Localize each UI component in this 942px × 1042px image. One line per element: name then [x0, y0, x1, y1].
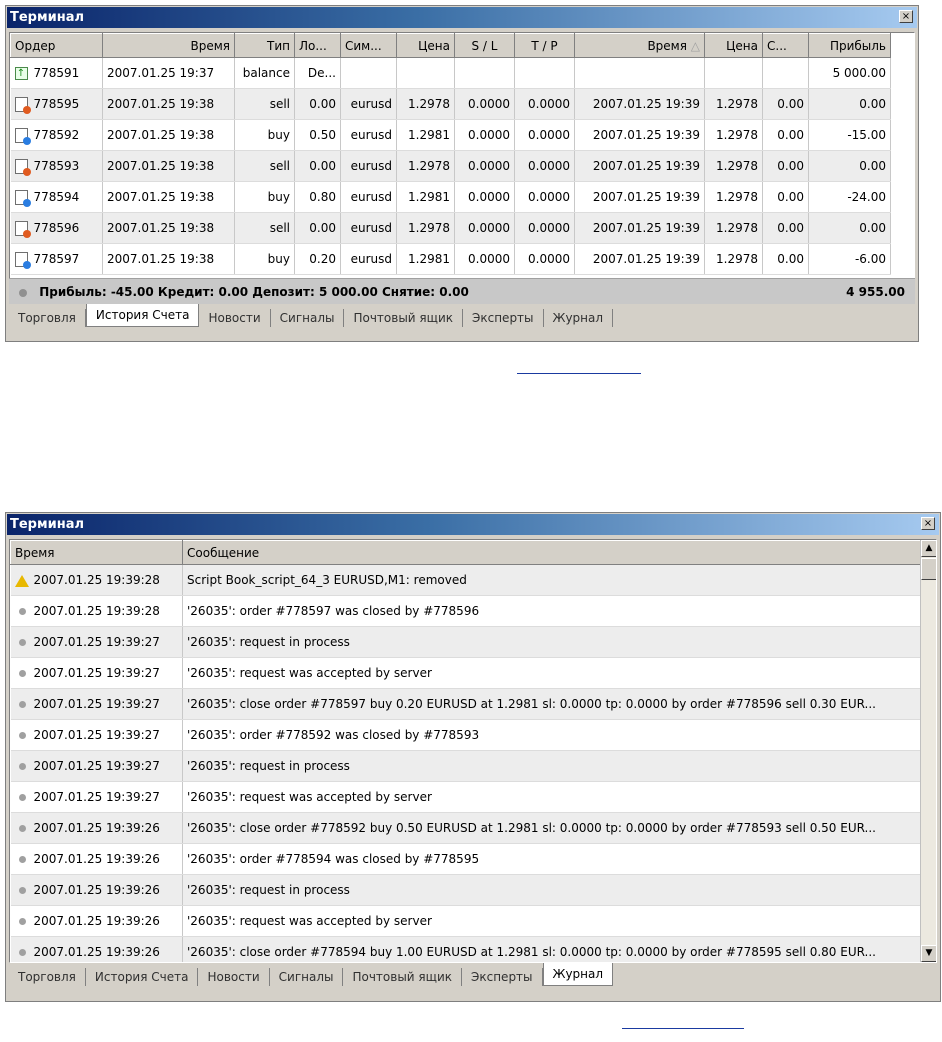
column-header-label: С... [767, 38, 787, 53]
history-table [10, 33, 891, 275]
table-row[interactable] [11, 658, 921, 689]
order-number: 778596 [33, 220, 80, 235]
window-title: Терминал [10, 517, 85, 532]
message-cell: '26035': request in process [183, 751, 921, 782]
buy-order-icon [15, 252, 28, 267]
tab-item[interactable]: Сигналы [270, 968, 344, 986]
buy-order-icon [15, 190, 28, 205]
type-cell: balance [235, 58, 295, 89]
column-header[interactable] [397, 34, 455, 58]
info-dot-icon [19, 670, 26, 677]
close-time-cell: 2007.01.25 19:39 [575, 151, 705, 182]
time-cell: 2007.01.25 19:38 [103, 89, 235, 120]
column-header-label: Цена [726, 38, 758, 53]
sl-cell: 0.0000 [455, 151, 515, 182]
message-cell: '26035': request in process [183, 627, 921, 658]
sell-order-icon [15, 159, 28, 174]
tab-item[interactable]: Журнал [544, 309, 614, 327]
log-time: 2007.01.25 19:39:27 [33, 790, 160, 804]
close-price-cell: 1.2978 [705, 151, 763, 182]
info-dot-icon [19, 825, 26, 832]
tp-cell: 0.0000 [515, 120, 575, 151]
tp-cell: 0.0000 [515, 89, 575, 120]
table-row[interactable] [11, 89, 891, 120]
terminal-window-history [5, 5, 919, 342]
time-cell: 2007.01.25 19:38 [103, 244, 235, 275]
order-type-dot [23, 199, 31, 207]
log-time: 2007.01.25 19:39:28 [33, 573, 160, 587]
swap-cell: 0.00 [763, 151, 809, 182]
price-cell: 1.2981 [397, 120, 455, 151]
scroll-down-icon[interactable]: ▼ [921, 945, 937, 962]
terminal-window-journal [5, 512, 941, 1002]
column-header[interactable] [455, 34, 515, 58]
sl-cell: 0.0000 [455, 213, 515, 244]
log-time: 2007.01.25 19:39:26 [33, 852, 160, 866]
price-cell: 1.2978 [397, 151, 455, 182]
order-number: 778591 [33, 66, 80, 80]
table-row[interactable] [11, 906, 921, 937]
column-header[interactable] [515, 34, 575, 58]
journal-table [10, 540, 921, 963]
swap-cell: 0.00 [763, 89, 809, 120]
column-header-label: Цена [418, 38, 450, 53]
time-cell [11, 627, 183, 658]
window-title: Терминал [10, 10, 85, 25]
table-row[interactable] [11, 813, 921, 844]
log-time: 2007.01.25 19:39:27 [33, 666, 160, 680]
swap-cell: 0.00 [763, 213, 809, 244]
close-time-cell: 2007.01.25 19:39 [575, 182, 705, 213]
log-time: 2007.01.25 19:39:28 [33, 604, 160, 618]
swap-cell: 0.00 [763, 120, 809, 151]
info-dot-icon [19, 887, 26, 894]
profit-cell: 5 000.00 [809, 58, 891, 89]
time-cell: 2007.01.25 19:38 [103, 182, 235, 213]
message-cell: '26035': order #778597 was closed by #778596 [183, 596, 921, 627]
order-number: 778593 [33, 158, 80, 173]
column-header-label: S / L [471, 38, 498, 53]
tp-cell [515, 58, 575, 89]
message-cell: Script Book_script_64_3 EURUSD,M1: removed [183, 565, 921, 596]
profit-cell: 0.00 [809, 151, 891, 182]
link-underline [622, 1028, 744, 1029]
time-cell [11, 565, 183, 596]
time-cell: 2007.01.25 19:37 [103, 58, 235, 89]
tab-item[interactable]: Эксперты [462, 968, 543, 986]
profit-cell: -6.00 [809, 244, 891, 275]
close-icon[interactable]: × [921, 517, 935, 530]
log-time: 2007.01.25 19:39:26 [33, 945, 160, 959]
tab-item[interactable]: Журнал [543, 963, 614, 986]
order-number: 778597 [33, 251, 80, 266]
swap-cell [763, 58, 809, 89]
column-header-label: Прибыль [829, 38, 886, 53]
table-row[interactable] [11, 720, 921, 751]
profit-cell: 0.00 [809, 213, 891, 244]
column-header-label: Ордер [15, 38, 56, 53]
table-header [11, 541, 921, 565]
close-price-cell: 1.2978 [705, 89, 763, 120]
table-row[interactable] [11, 151, 891, 182]
column-header-label: T / P [531, 38, 558, 53]
info-dot-icon [19, 608, 26, 615]
column-header[interactable] [575, 34, 705, 58]
summary-total: 4 955.00 [846, 285, 905, 299]
log-time: 2007.01.25 19:39:27 [33, 728, 160, 742]
balance-arrow-icon: ↑ [15, 67, 28, 80]
order-type-dot [23, 261, 31, 269]
message-cell: '26035': order #778594 was closed by #778595 [183, 844, 921, 875]
price-cell: 1.2978 [397, 89, 455, 120]
lots-cell: 0.20 [295, 244, 341, 275]
sl-cell [455, 58, 515, 89]
close-price-cell: 1.2978 [705, 120, 763, 151]
column-header[interactable] [295, 34, 341, 58]
time-cell [11, 658, 183, 689]
type-cell: buy [235, 244, 295, 275]
table-header [11, 34, 891, 58]
column-header-label: Время [190, 38, 230, 53]
close-time-cell [575, 58, 705, 89]
tab-item[interactable]: Новости [199, 309, 270, 327]
time-cell [11, 937, 183, 964]
tab-item[interactable]: Почтовый ящик [344, 309, 463, 327]
price-cell: 1.2981 [397, 244, 455, 275]
lots-cell: 0.50 [295, 120, 341, 151]
order-cell [11, 244, 103, 275]
price-cell [397, 58, 455, 89]
info-dot-icon [19, 949, 26, 956]
symbol-cell: eurusd [341, 182, 397, 213]
time-cell [11, 751, 183, 782]
column-header-label: Ло... [299, 38, 327, 53]
column-header[interactable] [705, 34, 763, 58]
column-header[interactable]: Сообщение [183, 541, 921, 565]
info-dot-icon [19, 918, 26, 925]
column-header-label: Тип [267, 38, 290, 53]
tab-item[interactable]: Сигналы [271, 309, 345, 327]
symbol-cell [341, 58, 397, 89]
time-cell [11, 596, 183, 627]
symbol-cell: eurusd [341, 151, 397, 182]
table-row[interactable] [11, 937, 921, 964]
info-dot-icon [19, 856, 26, 863]
info-dot-icon [19, 763, 26, 770]
column-header[interactable] [763, 34, 809, 58]
summary-text: Прибыль: -45.00 Кредит: 0.00 Депозит: 5 000.00 Снятие: 0.00 [39, 285, 469, 299]
price-cell: 1.2981 [397, 182, 455, 213]
status-dot-icon [19, 289, 27, 297]
info-dot-icon [19, 732, 26, 739]
order-cell [11, 151, 103, 182]
tab-item[interactable]: Новости [198, 968, 269, 986]
close-icon[interactable]: × [899, 10, 913, 23]
message-cell: '26035': order #778592 was closed by #778593 [183, 720, 921, 751]
close-price-cell: 1.2978 [705, 213, 763, 244]
time-cell [11, 875, 183, 906]
table-row[interactable] [11, 689, 921, 720]
type-cell: buy [235, 120, 295, 151]
time-cell: 2007.01.25 19:38 [103, 213, 235, 244]
warning-icon [15, 575, 29, 587]
sort-ascending-icon: △ [686, 38, 700, 53]
tp-cell: 0.0000 [515, 213, 575, 244]
time-cell [11, 720, 183, 751]
order-type-dot [23, 106, 31, 114]
time-cell [11, 844, 183, 875]
time-cell [11, 782, 183, 813]
lots-cell: De... [295, 58, 341, 89]
tab-item[interactable]: История Счета [86, 968, 199, 986]
time-cell: 2007.01.25 19:38 [103, 120, 235, 151]
table-row[interactable] [11, 58, 891, 89]
close-time-cell: 2007.01.25 19:39 [575, 213, 705, 244]
profit-cell: 0.00 [809, 89, 891, 120]
sl-cell: 0.0000 [455, 89, 515, 120]
table-row[interactable] [11, 565, 921, 596]
message-cell: '26035': request was accepted by server [183, 906, 921, 937]
type-cell: sell [235, 89, 295, 120]
symbol-cell: eurusd [341, 244, 397, 275]
message-cell: '26035': close order #778597 buy 0.20 EURUSD at 1.2981 sl: 0.0000 tp: 0.0000 by order #778596 sell 0.30 EUR... [183, 689, 921, 720]
column-header[interactable]: Время [11, 541, 183, 565]
lots-cell: 0.80 [295, 182, 341, 213]
message-cell: '26035': request was accepted by server [183, 658, 921, 689]
table-row[interactable] [11, 751, 921, 782]
column-header[interactable] [235, 34, 295, 58]
lots-cell: 0.00 [295, 213, 341, 244]
info-dot-icon [19, 794, 26, 801]
type-cell: sell [235, 151, 295, 182]
log-time: 2007.01.25 19:39:27 [33, 635, 160, 649]
close-price-cell [705, 58, 763, 89]
sell-order-icon [15, 221, 28, 236]
tab-item[interactable]: Торговля [9, 309, 86, 327]
close-time-cell: 2007.01.25 19:39 [575, 89, 705, 120]
log-time: 2007.01.25 19:39:26 [33, 883, 160, 897]
tab-bar [9, 964, 613, 986]
message-cell: '26035': request was accepted by server [183, 782, 921, 813]
type-cell: buy [235, 182, 295, 213]
tab-item[interactable]: Эксперты [463, 309, 544, 327]
symbol-cell: eurusd [341, 213, 397, 244]
close-price-cell: 1.2978 [705, 182, 763, 213]
order-type-dot [23, 168, 31, 176]
info-dot-icon [19, 701, 26, 708]
log-time: 2007.01.25 19:39:27 [33, 697, 160, 711]
message-cell: '26035': close order #778594 buy 1.00 EURUSD at 1.2981 sl: 0.0000 tp: 0.0000 by order #778595 sell 0.80 EUR... [183, 937, 921, 964]
sell-order-icon [15, 97, 28, 112]
price-cell: 1.2978 [397, 213, 455, 244]
log-time: 2007.01.25 19:39:26 [33, 914, 160, 928]
vertical-scrollbar[interactable] [920, 540, 936, 962]
log-time: 2007.01.25 19:39:27 [33, 759, 160, 773]
column-header[interactable] [11, 34, 103, 58]
order-number: 778595 [33, 96, 80, 111]
tab-bar [9, 305, 613, 327]
type-cell: sell [235, 213, 295, 244]
table-row[interactable] [11, 244, 891, 275]
symbol-cell: eurusd [341, 120, 397, 151]
time-cell: 2007.01.25 19:38 [103, 151, 235, 182]
column-header-label: Время [647, 38, 687, 53]
table-row[interactable] [11, 213, 891, 244]
lots-cell: 0.00 [295, 89, 341, 120]
info-dot-icon [19, 639, 26, 646]
order-type-dot [23, 137, 31, 145]
journal-panel [9, 539, 937, 963]
column-header[interactable] [809, 34, 891, 58]
time-cell [11, 689, 183, 720]
order-cell [11, 213, 103, 244]
profit-cell: -24.00 [809, 182, 891, 213]
tab-item[interactable]: История Счета [86, 304, 200, 327]
order-number: 778594 [33, 189, 80, 204]
buy-order-icon [15, 128, 28, 143]
column-header[interactable] [103, 34, 235, 58]
tp-cell: 0.0000 [515, 151, 575, 182]
close-time-cell: 2007.01.25 19:39 [575, 244, 705, 275]
message-cell: '26035': request in process [183, 875, 921, 906]
table-row[interactable] [11, 182, 891, 213]
message-cell: '26035': close order #778592 buy 0.50 EURUSD at 1.2981 sl: 0.0000 tp: 0.0000 by order #778593 sell 0.50 EUR... [183, 813, 921, 844]
sl-cell: 0.0000 [455, 120, 515, 151]
close-time-cell: 2007.01.25 19:39 [575, 120, 705, 151]
table-row[interactable] [11, 627, 921, 658]
tp-cell: 0.0000 [515, 182, 575, 213]
tab-item[interactable]: Почтовый ящик [343, 968, 462, 986]
order-cell [11, 89, 103, 120]
order-type-dot [23, 230, 31, 238]
table-row[interactable] [11, 596, 921, 627]
time-cell [11, 813, 183, 844]
order-cell [11, 58, 103, 89]
close-price-cell: 1.2978 [705, 244, 763, 275]
time-cell [11, 906, 183, 937]
column-header-label: Сим... [345, 38, 382, 53]
window-title-bar[interactable] [7, 514, 939, 535]
swap-cell: 0.00 [763, 182, 809, 213]
tab-item[interactable]: Торговля [9, 968, 86, 986]
log-time: 2007.01.25 19:39:26 [33, 821, 160, 835]
sl-cell: 0.0000 [455, 182, 515, 213]
table-row[interactable] [11, 782, 921, 813]
column-header[interactable] [341, 34, 397, 58]
account-summary-bar [9, 278, 915, 304]
sl-cell: 0.0000 [455, 244, 515, 275]
lots-cell: 0.00 [295, 151, 341, 182]
table-row[interactable] [11, 120, 891, 151]
link-underline [517, 373, 641, 374]
profit-cell: -15.00 [809, 120, 891, 151]
table-row[interactable] [11, 875, 921, 906]
history-table-panel [9, 32, 915, 304]
scroll-up-icon[interactable]: ▲ [921, 540, 937, 557]
table-row[interactable] [11, 844, 921, 875]
order-number: 778592 [33, 127, 80, 142]
scroll-thumb[interactable] [921, 558, 937, 580]
symbol-cell: eurusd [341, 89, 397, 120]
order-cell [11, 120, 103, 151]
window-title-bar[interactable] [7, 7, 917, 28]
tp-cell: 0.0000 [515, 244, 575, 275]
order-cell [11, 182, 103, 213]
swap-cell: 0.00 [763, 244, 809, 275]
